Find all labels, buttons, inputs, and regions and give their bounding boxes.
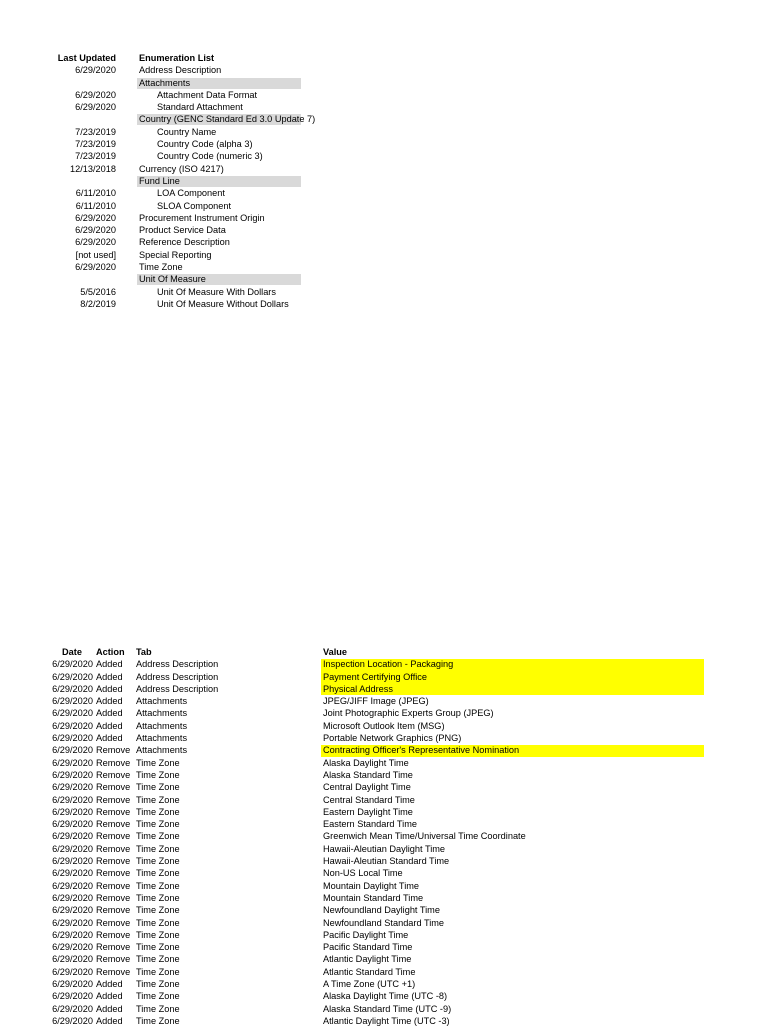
tab-cell: Time Zone (136, 819, 180, 830)
tab-cell: Time Zone (136, 880, 180, 891)
tab-cell: Time Zone (136, 905, 180, 916)
enumeration-name-cell: Reference Description (139, 237, 230, 248)
enumeration-name-cell: SLOA Component (157, 200, 232, 211)
value-cell: Eastern Daylight Time (323, 806, 413, 817)
change-log-row (0, 904, 768, 916)
action-cell: Remove (96, 954, 131, 965)
date-cell: 6/29/2020 (52, 954, 93, 965)
change-log-row (0, 818, 768, 830)
tab-cell: Address Description (136, 659, 219, 670)
value-cell: Atlantic Standard Time (323, 966, 416, 977)
date-cell: 6/29/2020 (52, 917, 93, 928)
action-cell: Remove (96, 819, 131, 830)
enumeration-row (0, 138, 768, 150)
change-log-row (0, 720, 768, 732)
value-cell: Hawaii-Aleutian Standard Time (323, 856, 450, 867)
change-log-row (0, 671, 768, 683)
action-cell: Added (96, 659, 123, 670)
action-cell: Remove (96, 806, 131, 817)
enumeration-name-cell: Standard Attachment (157, 102, 243, 113)
change-log-row (0, 695, 768, 707)
date-cell: 6/29/2020 (52, 806, 93, 817)
change-log-row (0, 953, 768, 965)
change-log-row (0, 990, 768, 1002)
tab-cell: Time Zone (136, 929, 180, 940)
date-cell: 6/29/2020 (52, 757, 93, 768)
value-cell: Greenwich Mean Time/Universal Time Coordinate (323, 831, 526, 842)
last-updated-cell: 6/11/2010 (75, 200, 116, 211)
last-updated-cell: 8/2/2019 (80, 298, 116, 309)
date-cell: 6/29/2020 (52, 1015, 93, 1026)
value-cell: Mountain Standard Time (323, 892, 424, 903)
value-cell: Central Standard Time (323, 794, 415, 805)
enumeration-row (0, 200, 768, 212)
action-cell: Remove (96, 856, 131, 867)
change-log-row (0, 757, 768, 769)
tab-cell: Time Zone (136, 806, 180, 817)
enumeration-name-cell: Unit Of Measure With Dollars (157, 286, 276, 297)
value-cell: A Time Zone (UTC +1) (323, 979, 416, 990)
action-cell: Remove (96, 929, 131, 940)
last-updated-cell: 6/29/2020 (75, 65, 116, 76)
value-cell: Central Daylight Time (323, 782, 411, 793)
change-log-row (0, 707, 768, 719)
change-log-row (0, 806, 768, 818)
value-cell: Hawaii-Aleutian Daylight Time (323, 843, 446, 854)
enumeration-row (0, 163, 768, 175)
value-cell: Mountain Daylight Time (323, 880, 420, 891)
date-cell: 6/29/2020 (52, 720, 93, 731)
tab-cell: Time Zone (136, 979, 180, 990)
action-cell: Added (96, 1015, 123, 1026)
last-updated-cell: 6/29/2020 (75, 212, 116, 223)
last-updated-header: Last Updated (57, 53, 116, 63)
tab-cell: Attachments (136, 720, 188, 731)
tab-cell: Time Zone (136, 868, 180, 879)
action-cell: Added (96, 683, 123, 694)
enumeration-table (0, 52, 768, 310)
tab-cell: Attachments (136, 745, 188, 756)
last-updated-cell: 6/29/2020 (75, 225, 116, 236)
date-cell: 6/29/2020 (52, 782, 93, 793)
value-cell: Physical Address (323, 683, 393, 694)
value-cell: Portable Network Graphics (PNG) (323, 733, 462, 744)
last-updated-cell: [not used] (75, 249, 116, 260)
last-updated-cell: 7/23/2019 (75, 151, 116, 162)
date-cell: 6/29/2020 (52, 831, 93, 842)
date-cell: 6/29/2020 (52, 880, 93, 891)
value-cell: Non-US Local Time (323, 868, 403, 879)
value-cell: Atlantic Daylight Time (UTC -3) (323, 1015, 450, 1026)
enumeration-row (0, 113, 768, 125)
action-cell: Remove (96, 794, 131, 805)
tab-cell: Time Zone (136, 831, 180, 842)
tab-cell: Attachments (136, 708, 188, 719)
date-cell: 6/29/2020 (52, 733, 93, 744)
value-cell: Payment Certifying Office (323, 671, 427, 682)
change-log-row (0, 867, 768, 879)
enumeration-name-cell: Unit Of Measure Without Dollars (157, 298, 289, 309)
enumeration-name-cell: Fund Line (139, 175, 180, 186)
enumeration-name-cell: Address Description (139, 65, 222, 76)
action-cell: Remove (96, 880, 131, 891)
value-cell: Newfoundland Daylight Time (323, 905, 440, 916)
action-cell: Remove (96, 892, 131, 903)
value-cell: Newfoundland Standard Time (323, 917, 445, 928)
value-cell: Eastern Standard Time (323, 819, 417, 830)
enumeration-name-cell: Country (GENC Standard Ed 3.0 Update 7) (139, 114, 316, 125)
date-cell: 6/29/2020 (52, 929, 93, 940)
action-header: Action (96, 647, 125, 657)
value-cell: Alaska Standard Time (UTC -9) (323, 1003, 452, 1014)
enumeration-row (0, 175, 768, 187)
enumeration-name-cell: Unit Of Measure (139, 274, 206, 285)
enumeration-row (0, 187, 768, 199)
value-cell: Atlantic Daylight Time (323, 954, 412, 965)
last-updated-cell: 6/29/2020 (75, 102, 116, 113)
action-cell: Remove (96, 782, 131, 793)
tab-cell: Time Zone (136, 769, 180, 780)
enumeration-row (0, 126, 768, 138)
action-cell: Added (96, 720, 123, 731)
change-log-row (0, 843, 768, 855)
action-cell: Added (96, 979, 123, 990)
date-cell: 6/29/2020 (52, 794, 93, 805)
enumeration-name-cell: Product Service Data (139, 225, 226, 236)
action-cell: Remove (96, 831, 131, 842)
enumeration-row (0, 212, 768, 224)
date-cell: 6/29/2020 (52, 843, 93, 854)
change-log-row (0, 1003, 768, 1015)
date-cell: 6/29/2020 (52, 708, 93, 719)
change-log-row (0, 744, 768, 756)
action-cell: Remove (96, 942, 131, 953)
last-updated-cell: 6/11/2010 (75, 188, 116, 199)
tab-cell: Time Zone (136, 794, 180, 805)
enumeration-row (0, 273, 768, 285)
action-cell: Added (96, 1003, 123, 1014)
change-log-row (0, 658, 768, 670)
action-cell: Remove (96, 843, 131, 854)
enumeration-row (0, 249, 768, 261)
action-cell: Added (96, 733, 123, 744)
tab-cell: Address Description (136, 671, 219, 682)
change-log-row (0, 892, 768, 904)
last-updated-cell: 7/23/2019 (75, 126, 116, 137)
value-cell: Contracting Officer's Representative Nomination (323, 745, 520, 756)
tab-cell: Attachments (136, 696, 188, 707)
value-cell: Alaska Daylight Time (UTC -8) (323, 991, 448, 1002)
value-cell: Pacific Standard Time (323, 942, 413, 953)
enumeration-name-cell: Country Name (157, 126, 217, 137)
enumeration-row (0, 224, 768, 236)
change-log-row (0, 683, 768, 695)
change-log-table (0, 646, 768, 1027)
change-log-row (0, 880, 768, 892)
date-cell: 6/29/2020 (52, 819, 93, 830)
date-cell: 6/29/2020 (52, 991, 93, 1002)
action-cell: Added (96, 696, 123, 707)
change-log-row (0, 917, 768, 929)
value-cell: Microsoft Outlook Item (MSG) (323, 720, 445, 731)
value-cell: Alaska Daylight Time (323, 757, 409, 768)
action-cell: Remove (96, 917, 131, 928)
date-cell: 6/29/2020 (52, 979, 93, 990)
action-cell: Added (96, 671, 123, 682)
enumeration-row (0, 64, 768, 76)
change-log-row (0, 966, 768, 978)
change-log-header (0, 646, 768, 658)
tab-cell: Time Zone (136, 917, 180, 928)
action-cell: Added (96, 708, 123, 719)
value-cell: Joint Photographic Experts Group (JPEG) (323, 708, 494, 719)
date-cell: 6/29/2020 (52, 683, 93, 694)
date-cell: 6/29/2020 (52, 856, 93, 867)
change-log-row (0, 929, 768, 941)
tab-cell: Time Zone (136, 843, 180, 854)
last-updated-cell: 6/29/2020 (75, 89, 116, 100)
action-cell: Added (96, 991, 123, 1002)
date-cell: 6/29/2020 (52, 942, 93, 953)
action-cell: Remove (96, 757, 131, 768)
enumeration-name-cell: Attachment Data Format (157, 89, 258, 100)
tab-cell: Time Zone (136, 892, 180, 903)
action-cell: Remove (96, 745, 131, 756)
action-cell: Remove (96, 868, 131, 879)
enumeration-row (0, 101, 768, 113)
tab-cell: Time Zone (136, 966, 180, 977)
date-cell: 6/29/2020 (52, 892, 93, 903)
action-cell: Remove (96, 966, 131, 977)
change-log-row (0, 1015, 768, 1027)
last-updated-cell: 6/29/2020 (75, 262, 116, 273)
enumeration-name-cell: Country Code (numeric 3) (157, 151, 263, 162)
value-cell: Inspection Location - Packaging (323, 659, 454, 670)
enumeration-row (0, 286, 768, 298)
date-cell: 6/29/2020 (52, 696, 93, 707)
tab-cell: Time Zone (136, 1003, 180, 1014)
enumeration-row (0, 236, 768, 248)
tab-cell: Time Zone (136, 782, 180, 793)
enumeration-row (0, 77, 768, 89)
enumeration-list-header: Enumeration List (139, 53, 215, 63)
change-log-row (0, 769, 768, 781)
change-log-row (0, 855, 768, 867)
enumeration-name-cell: Time Zone (139, 262, 183, 273)
date-cell: 6/29/2020 (52, 769, 93, 780)
change-log-row (0, 794, 768, 806)
date-cell: 6/29/2020 (52, 1003, 93, 1014)
change-log-row (0, 781, 768, 793)
value-header: Value (323, 647, 348, 657)
enumeration-row (0, 150, 768, 162)
date-cell: 6/29/2020 (52, 671, 93, 682)
enumeration-name-cell: Currency (ISO 4217) (139, 163, 224, 174)
enumeration-name-cell: Procurement Instrument Origin (139, 212, 265, 223)
tab-cell: Time Zone (136, 942, 180, 953)
tab-cell: Address Description (136, 683, 219, 694)
action-cell: Remove (96, 905, 131, 916)
tab-cell: Time Zone (136, 991, 180, 1002)
date-cell: 6/29/2020 (52, 905, 93, 916)
date-cell: 6/29/2020 (52, 745, 93, 756)
enumeration-table-header (0, 52, 768, 64)
tab-cell: Attachments (136, 733, 188, 744)
last-updated-cell: 5/5/2016 (80, 286, 116, 297)
tab-cell: Time Zone (136, 757, 180, 768)
tab-header: Tab (136, 647, 152, 657)
enumeration-row (0, 298, 768, 310)
value-cell: Alaska Standard Time (323, 769, 413, 780)
last-updated-cell: 7/23/2019 (75, 139, 116, 150)
change-log-row (0, 830, 768, 842)
date-header: Date (62, 647, 82, 657)
enumeration-name-cell: Attachments (139, 77, 191, 88)
change-log-row (0, 732, 768, 744)
value-cell: Pacific Daylight Time (323, 929, 409, 940)
date-cell: 6/29/2020 (52, 868, 93, 879)
action-cell: Remove (96, 769, 131, 780)
enumeration-name-cell: LOA Component (157, 188, 225, 199)
date-cell: 6/29/2020 (52, 966, 93, 977)
value-cell: JPEG/JIFF Image (JPEG) (323, 696, 429, 707)
tab-cell: Time Zone (136, 954, 180, 965)
tab-cell: Time Zone (136, 856, 180, 867)
enumeration-row (0, 261, 768, 273)
tab-cell: Time Zone (136, 1015, 180, 1026)
date-cell: 6/29/2020 (52, 659, 93, 670)
enumeration-name-cell: Country Code (alpha 3) (157, 139, 253, 150)
change-log-row (0, 978, 768, 990)
enumeration-name-cell: Special Reporting (139, 249, 212, 260)
change-log-row (0, 941, 768, 953)
last-updated-cell: 12/13/2018 (70, 163, 116, 174)
last-updated-cell: 6/29/2020 (75, 237, 116, 248)
enumeration-row (0, 89, 768, 101)
